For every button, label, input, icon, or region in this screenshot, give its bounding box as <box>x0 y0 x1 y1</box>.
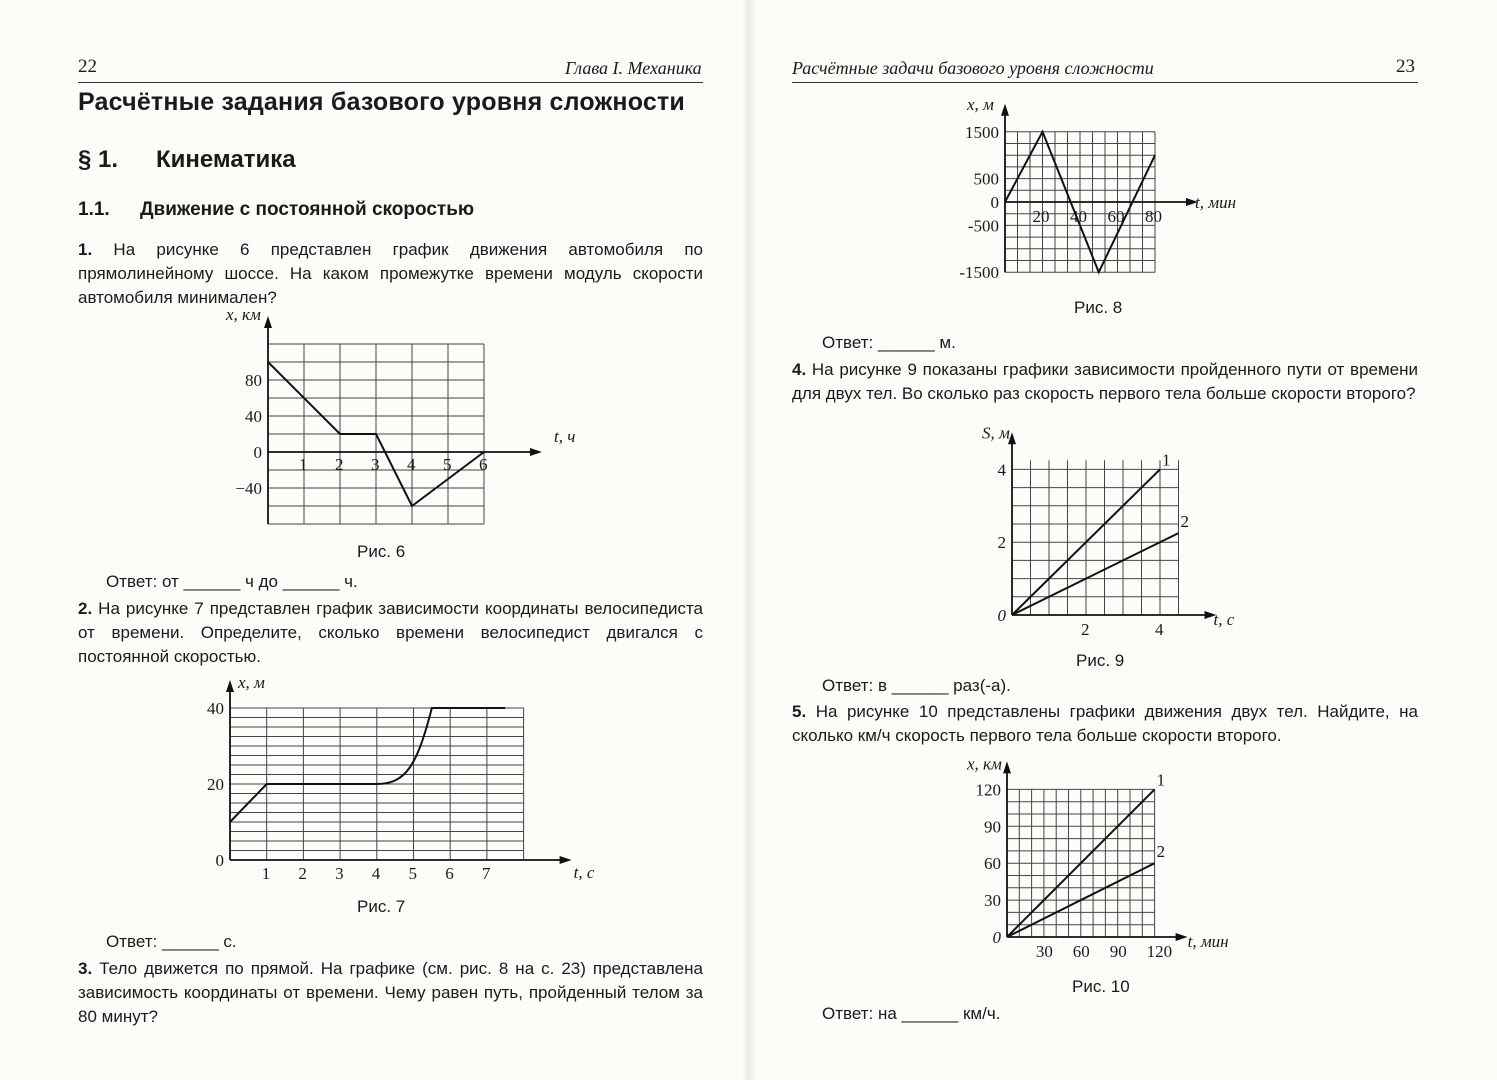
figure-8-caption: Рис. 8 <box>1074 298 1123 317</box>
x-tick-label: 4 <box>407 455 416 474</box>
x-tick-label: 3 <box>335 864 344 883</box>
y-tick-label: 1500 <box>965 122 999 142</box>
x-tick-label: 2 <box>1081 620 1090 639</box>
series-label-1: 1 <box>1156 770 1166 790</box>
problem-1-number: 1. <box>78 240 93 259</box>
problem-1-body: На рисунке 6 представлен график движения автомобиля по прямолинейному шоссе. На каком промежутке времени модуль скорости автомобиля минимален? <box>78 240 703 307</box>
y-tick-label: -500 <box>967 216 999 236</box>
problem-2-answer: Ответ: ______ с. <box>106 932 237 951</box>
x-axis-label: t, с <box>1213 610 1235 629</box>
x-tick-label: 3 <box>371 455 380 474</box>
x-axis-arrow <box>560 856 572 864</box>
figure-8-chart <box>950 90 1260 290</box>
right-page-number: 23 <box>1396 56 1415 77</box>
x-axis-label: t, с <box>573 863 595 882</box>
problem-2-number: 2. <box>78 599 93 618</box>
problem-4-body: На рисунке 9 показаны графики зависимости пройденного пути от времени для двух тел. Во сколько раз скорость первого тела больше скорости второго? <box>792 360 1419 403</box>
problem-1-answer: Ответ: от ______ ч до ______ ч. <box>106 572 358 591</box>
y-axis-label: x, км <box>967 754 1002 774</box>
x-tick-label: 120 <box>1146 942 1173 961</box>
x-tick-label: 90 <box>1109 942 1127 961</box>
origin-label: 0 <box>997 606 1006 625</box>
figure-7-chart <box>195 668 595 893</box>
left-running-head: Глава I. Механика <box>565 58 702 78</box>
subsection-title: Движение с постоянной скоростью <box>140 199 475 220</box>
y-tick-label: 0 <box>990 193 999 212</box>
y-tick-label: 120 <box>975 780 1001 800</box>
y-axis-arrow <box>1001 104 1009 116</box>
x-tick-label: 60 <box>1107 207 1125 226</box>
y-tick-label: 40 <box>207 699 224 718</box>
problem-1-text <box>78 238 703 310</box>
x-axis-label: t, мин <box>1187 932 1229 951</box>
x-tick-label: 30 <box>1035 942 1053 961</box>
x-tick-label: 6 <box>479 455 488 474</box>
problem-5-text <box>792 700 1418 748</box>
figure-7-caption: Рис. 7 <box>357 897 406 916</box>
y-tick-label: 0 <box>253 443 262 462</box>
y-axis-label: x, м <box>967 94 994 114</box>
problem-5-number: 5. <box>792 702 807 721</box>
x-axis-label: t, ч <box>554 427 576 446</box>
x-tick-label: 4 <box>371 864 381 883</box>
section-heading <box>78 146 296 174</box>
series-label-2: 2 <box>1156 842 1166 862</box>
y-tick-label: 80 <box>245 371 262 390</box>
x-tick-label: 20 <box>1032 207 1050 226</box>
problem-5-body: На рисунке 10 представлены графики движения двух тел. Найдите, на сколько км/ч скорость первого тела больше скорости второго. <box>792 702 1418 745</box>
x-axis-arrow <box>530 448 542 456</box>
y-axis-arrow <box>264 316 272 328</box>
book-gutter <box>742 0 756 1080</box>
right-running-head: Расчётные задачи базового уровня сложности <box>792 58 1154 78</box>
problem-4-number: 4. <box>792 360 807 379</box>
x-tick-label: 2 <box>298 864 307 883</box>
figure-9-chart <box>970 425 1250 640</box>
x-tick-label: 1 <box>261 864 271 883</box>
y-axis-label: S, м <box>982 423 1010 443</box>
left-page-number: 22 <box>78 56 97 77</box>
x-tick-label: 1 <box>299 455 308 474</box>
y-axis-label: x, км <box>226 305 261 324</box>
section-number: § 1. <box>78 146 119 173</box>
problem-2-body: На рисунке 7 представлен график зависимости координаты велосипедиста от времени. Определите, сколько времени велосипедист двигался с постоянной скоростью. <box>78 599 703 666</box>
problem-3-number: 3. <box>78 959 93 978</box>
x-tick-label: 2 <box>335 455 344 474</box>
y-tick-label: 2 <box>997 533 1006 553</box>
y-tick-label: 60 <box>984 854 1001 874</box>
y-tick-label: 0 <box>215 851 224 870</box>
y-tick-label: 40 <box>245 407 262 426</box>
series-label-2: 2 <box>1180 512 1189 532</box>
x-tick-label: 5 <box>408 864 417 883</box>
problem-3-answer: Ответ: ______ м. <box>822 333 956 352</box>
problem-4-answer: Ответ: в ______ раз(-а). <box>822 676 1011 695</box>
y-tick-label: 500 <box>973 169 999 189</box>
figure-6-chart <box>215 305 576 540</box>
y-axis-arrow <box>1003 761 1011 773</box>
origin-label: 0 <box>992 928 1001 947</box>
x-tick-label: 7 <box>481 864 491 883</box>
x-tick-label: 60 <box>1072 942 1090 961</box>
problem-3-text <box>78 957 703 1029</box>
right-header-rule <box>792 82 1418 83</box>
y-tick-label: −40 <box>235 479 262 498</box>
section-title: Кинематика <box>156 146 296 173</box>
subsection-heading <box>78 199 474 221</box>
y-axis-label: x, м <box>238 673 265 692</box>
y-axis-arrow <box>226 680 234 692</box>
figure-9-caption: Рис. 9 <box>1076 651 1125 670</box>
x-axis-label: t, мин <box>1195 193 1237 212</box>
problem-3-body: Тело движется по прямой. На графике (см. рис. 8 на с. 23) представлена зависимость координаты от времени. Чему равен путь, пройденный телом за 80 минут? <box>78 959 703 1026</box>
y-tick-label: 20 <box>207 775 224 794</box>
y-tick-label: 30 <box>984 891 1001 911</box>
problem-4-text <box>792 358 1418 406</box>
figure-6-caption: Рис. 6 <box>357 542 406 561</box>
x-tick-label: 4 <box>1155 620 1164 639</box>
figure-10-chart <box>955 752 1255 967</box>
problem-2-text <box>78 597 703 669</box>
x-tick-label: 6 <box>445 864 454 883</box>
left-header-rule <box>78 82 703 83</box>
x-tick-label: 5 <box>443 455 452 474</box>
y-tick-label: 4 <box>997 460 1006 480</box>
x-tick-label: 80 <box>1145 207 1162 226</box>
x-tick-label: 40 <box>1070 207 1087 226</box>
series-line-2 <box>1012 533 1179 615</box>
figure-10-caption: Рис. 10 <box>1072 977 1130 996</box>
page-title: Расчётные задания базового уровня сложности <box>78 88 685 116</box>
problem-5-answer: Ответ: на ______ км/ч. <box>822 1004 1001 1023</box>
x-axis-arrow <box>1176 933 1188 941</box>
subsection-number: 1.1. <box>78 199 110 220</box>
y-tick-label: -1500 <box>959 263 999 283</box>
series-label-1: 1 <box>1162 450 1171 470</box>
y-tick-label: 90 <box>984 817 1001 837</box>
